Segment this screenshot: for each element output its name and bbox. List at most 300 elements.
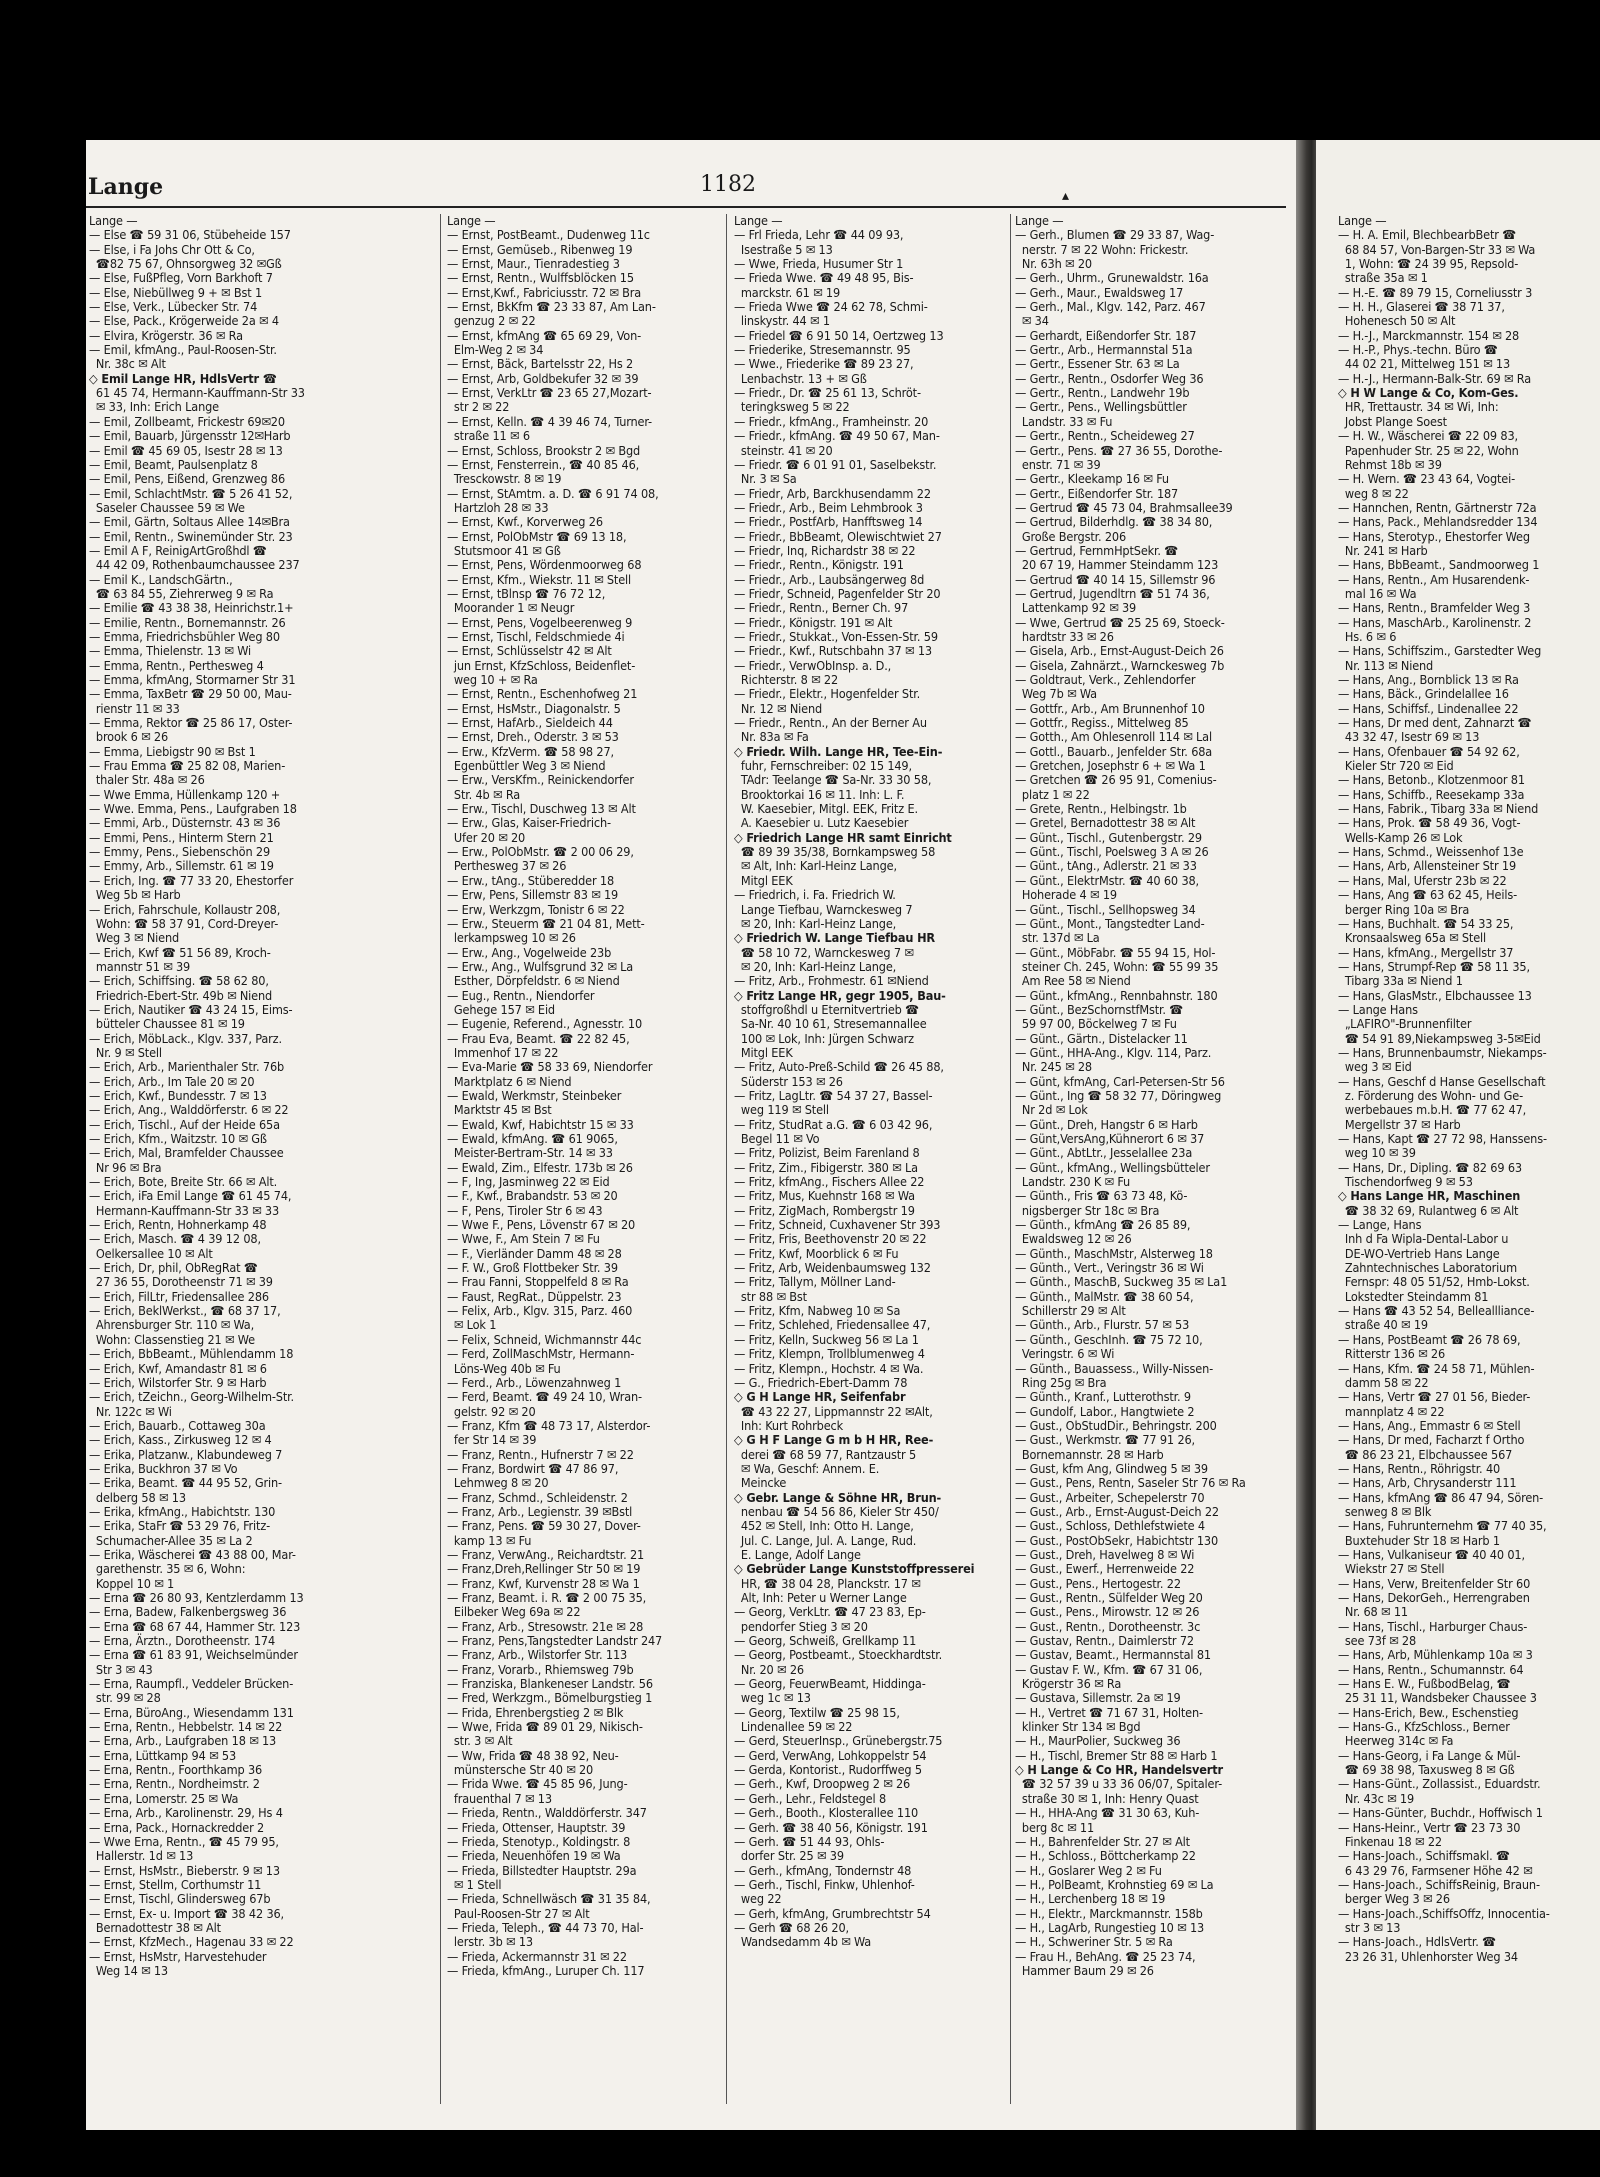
directory-entry: weg 3 ✉ Eid [1338,1059,1412,1075]
directory-entry: ◇ Friedrich Lange HR samt Einricht [734,829,952,845]
directory-entry: — H., Goslarer Weg 2 ✉ Fu [1015,1862,1162,1878]
directory-entry: 44 42 09, Rothenbaumchaussee 237 [89,557,300,573]
directory-entry: — Ernst, KfzMech., Hagenau 33 ✉ 22 [89,1934,294,1950]
directory-entry: — Gust., Pens, Rentn, Saseler Str 76 ✉ Ra [1015,1475,1246,1491]
directory-entry: — Friedr., Rentn., An der Berner Au [734,715,927,731]
directory-entry: ✉ Alt, Inh: Karl-Heinz Lange, [734,858,897,874]
directory-entry: — Emil, Gärtn, Soltaus Allee 14✉Bra [89,514,290,530]
directory-entry: — Erna ☎ 61 83 91, Weichselmünder [89,1647,298,1663]
directory-entry: steiner Ch. 245, Wohn: ☎ 55 99 35 [1015,958,1219,974]
directory-entry: — Georg, Schweiß, Grellkamp 11 [734,1633,917,1649]
directory-entry: — Ernst, Bäck, Bartelsstr 22, Hs 2 [447,356,634,372]
directory-entry: — Günt., BezSchornstfMstr. ☎ [1015,1001,1184,1017]
directory-entry: — Fritz, Kwf, Moorblick 6 ✉ Fu [734,1245,899,1261]
directory-entry: — Franz, Rentn., Hufnerstr 7 ✉ 22 [447,1446,634,1462]
directory-entry: Hoherade 4 ✉ 19 [1015,887,1117,903]
directory-entry: — Erna, Ärztn., Dorotheenstr. 174 [89,1633,276,1649]
directory-entry: Isestraße 5 ✉ 13 [734,241,833,257]
directory-entry: — Fritz, StudRat a.G. ☎ 6 03 42 96, [734,1116,933,1132]
directory-entry: — Erna, Badew, Falkenbergsweg 36 [89,1604,287,1620]
directory-entry: — Erna, Lomerstr. 25 ✉ Wa [89,1790,239,1806]
directory-entry: str 2 ✉ 22 [447,399,510,415]
directory-entry: — Gottfr., Arb., Am Brunnenhof 10 [1015,700,1205,716]
directory-entry: — Hans, Bäck., Grindelallee 16 [1338,686,1509,702]
directory-entry: — Georg, Textilw ☎ 25 98 15, [734,1704,900,1720]
directory-entry: Wohn: ☎ 58 37 91, Cord-Dreyer- [89,915,279,931]
directory-entry: Wiekstr 27 ✉ Stell [1338,1561,1445,1577]
directory-entry: Oelkersallee 10 ✉ Alt [89,1245,213,1261]
directory-entry: nenbau ☎ 54 56 86, Kieler Str 450/ [734,1503,939,1519]
directory-entry: — Erich, BbBeamt., Mühlendamm 18 [89,1346,294,1362]
directory-entry: — Hans, kfmAng ☎ 86 47 94, Sören- [1338,1489,1544,1505]
directory-entry: — Ernst, Schlüsselstr 42 ✉ Alt [447,643,612,659]
directory-entry: — Hans, Dr med dent, Zahnarzt ☎ [1338,715,1532,731]
directory-entry: — Erika, Platzanw., Klabundeweg 7 [89,1446,283,1462]
directory-entry: Lenbachstr. 13 + ✉ Gß [734,370,867,386]
directory-entry: — Else ☎ 59 31 06, Stübeheide 157 [89,227,291,243]
directory-entry: Mergellstr 37 ✉ Harb [1338,1116,1461,1132]
directory-entry: — Emil, Beamt, Paulsenplatz 8 [89,456,258,472]
directory-entry: Wells-Kamp 26 ✉ Lok [1338,829,1463,845]
directory-entry: — H., Lerchenberg 18 ✉ 19 [1015,1891,1166,1907]
directory-entry: Lange Tiefbau, Warnckesweg 7 [734,901,913,917]
directory-entry: — Gust., PostObSekr, Habichtstr 130 [1015,1532,1219,1548]
directory-entry: — Friedr, Inq, Richardstr 38 ✉ 22 [734,542,916,558]
directory-entry: — Frida, Ehrenbergstieg 2 ✉ Blk [447,1704,624,1720]
directory-entry: Nr. 12 ✉ Niend [734,700,823,716]
directory-entry: — Ewald, Kwf, Habichtstr 15 ✉ 33 [447,1116,634,1132]
directory-entry: 44 02 21, Mittelweg 151 ✉ 13 [1338,356,1511,372]
directory-entry: — Frieda, Teleph., ☎ 44 73 70, Hal- [447,1919,644,1935]
directory-entry: — Goldtraut, Verk., Zehlendorfer [1015,672,1196,687]
directory-entry: weg 22 [734,1891,782,1907]
directory-entry: — H., HHA-Ang ☎ 31 30 63, Kuh- [1015,1805,1200,1821]
directory-entry: Hammer Baum 29 ✉ 26 [1015,1962,1154,1978]
directory-entry: Tischendorfweg 9 ✉ 53 [1338,1174,1473,1190]
directory-entry: — Erw., KfzVerm. ☎ 58 98 27, [447,743,614,759]
directory-entry: — Hans-Erich, Bew., Eschenstieg [1338,1704,1519,1720]
directory-entry: — Franz, Arb., Wilstorfer Str. 113 [447,1647,628,1663]
directory-entry: ☎ 32 57 39 u 33 36 06/07, Spitaler- [1015,1776,1223,1792]
directory-entry: — Günt., Tischl., Gutenbergstr. 29 [1015,829,1202,845]
directory-entry: — Fritz, Zim., Fibigerstr. 380 ✉ La [734,1159,918,1175]
directory-entry: — Ernst, kfmAng ☎ 65 69 29, Von- [447,327,642,343]
directory-entry: garethenstr. 35 ✉ 6, Wohn: [89,1561,246,1577]
directory-entry: — Erw, Werkzgm, Tonistr 6 ✉ 22 [447,901,625,917]
directory-entry: ◇ Friedrich W. Lange Tiefbau HR [734,930,935,946]
directory-entry: — Ernst, VerkLtr ☎ 23 65 27,Mozart- [447,385,652,401]
directory-entry: — H. Wern. ☎ 23 43 64, Vogtei- [1338,471,1516,487]
directory-entry: — Gertrud ☎ 45 73 04, Brahmsallee39 [1015,499,1233,515]
directory-entry: Ritterstr 136 ✉ 26 [1338,1346,1446,1362]
directory-entry: — Elvira, Krögerstr. 36 ✉ Ra [89,327,243,343]
directory-entry: — Hans, Vertr ☎ 27 01 56, Bieder- [1338,1389,1531,1405]
directory-entry: — Gerh., Blumen ☎ 29 33 87, Wag- [1015,227,1215,243]
directory-entry: — Friedr. ☎ 6 01 91 01, Saselbekstr. [734,456,937,472]
directory-entry: — Gertrud, FernmHptSekr. ☎ [1015,542,1179,558]
directory-entry: — Hans, GlasMstr., Elbchaussee 13 [1338,987,1532,1003]
directory-entry: — Ernst, Ex- u. Import ☎ 38 42 36, [89,1905,285,1921]
directory-column-5 [1338,214,1600,1964]
directory-entry: — Ernst, Stellm, Corthumstr 11 [89,1876,262,1892]
directory-entry: — Hans, Arb, Allensteiner Str 19 [1338,858,1517,874]
directory-entry: str 88 ✉ Bst [734,1288,807,1304]
directory-entry: Fernspr: 48 05 51/52, Hmb-Lokst. [1338,1274,1530,1290]
directory-entry: — H., Tischl, Bremer Str 88 ✉ Harb 1 [1015,1747,1218,1763]
directory-entry: Paul-Roosen-Str 27 ✉ Alt [447,1905,590,1921]
directory-entry: — Erich, Bote, Breite Str. 66 ✉ Alt. [89,1174,278,1190]
directory-entry: — Gust., Schloss, Dethlefstwiete 4 [1015,1518,1205,1534]
directory-entry: — Hannchen, Rentn, Gärtnerstr 72a [1338,499,1537,515]
directory-entry: Richterstr. 8 ✉ 22 [734,672,839,687]
directory-entry: — Emmy, Pens., Siebenschön 29 [89,844,271,860]
directory-entry: Mitgl EEK [734,872,793,888]
directory-entry: Wohn: Classenstieg 21 ✉ We [89,1331,255,1347]
directory-entry: Stutsmoor 41 ✉ Gß [447,542,561,558]
directory-entry: — Ernst, PostBeamt., Dudenweg 11c [447,227,650,243]
directory-entry: Weg 14 ✉ 13 [89,1962,168,1978]
directory-entry: — Emil ☎ 45 69 05, Isestr 28 ✉ 13 [89,442,283,458]
directory-entry: — Ernst, Gemüseb., Ribenweg 19 [447,241,633,257]
directory-entry: — Eug., Rentn., Niendorfer [447,987,595,1003]
directory-entry: Bornemannstr. 28 ✉ Harb [1015,1446,1164,1462]
directory-entry: Weg 5b ✉ Harb [89,887,181,903]
directory-entry: Kronsaalsweg 65a ✉ Stell [1338,930,1487,946]
directory-entry: — Franz, Bordwirt ☎ 47 86 97, [447,1460,619,1476]
directory-entry: — Ernst, Pens, Vogelbeerenweg 9 [447,614,633,630]
directory-entry: — Friedrich, i. Fa. Friedrich W. [734,887,896,903]
directory-entry: — Hans, Dr med, Facharzt f Ortho [1338,1432,1525,1448]
directory-entry: — F, Pens, Tiroler Str 6 ✉ 43 [447,1202,603,1218]
directory-entry: — Günt., MöbFabr. ☎ 55 94 15, Hol- [1015,944,1216,960]
directory-entry: Lokstedter Steindamm 81 [1338,1288,1489,1304]
directory-entry: Egenbüttler Weg 3 ✉ Niend [447,758,606,774]
directory-entry: — Lange, Hans [1338,1217,1422,1233]
directory-entry: — Günth., Kranf., Lutterothstr. 9 [1015,1389,1191,1405]
directory-entry: Immenhof 17 ✉ 22 [447,1044,559,1060]
directory-entry: — Günth., Vert., Veringstr 36 ✉ Wi [1015,1260,1204,1276]
directory-entry: — Hans E. W., FußbodBelag, ☎ [1338,1676,1511,1692]
directory-entry: Weg 3 ✉ Niend [89,930,180,946]
directory-entry: 27 36 55, Dorotheenstr 71 ✉ 39 [89,1274,273,1290]
directory-entry: — Ernst, StAmtm. a. D. ☎ 6 91 74 08, [447,485,659,501]
directory-entry: — Fritz, Tallym, Möllner Land- [734,1274,896,1290]
directory-entry: — Fritz, Polizist, Beim Farenland 8 [734,1145,920,1161]
directory-column-4 [1015,214,1295,1978]
directory-entry: — Wwe, Frida ☎ 89 01 29, Nikisch- [447,1719,643,1735]
directory-entry: — Gerh., Uhrm., Grunewaldstr. 16a [1015,270,1209,286]
directory-entry: — Hans, Schiffszim., Garstedter Weg [1338,643,1542,659]
directory-entry: fer Str 14 ✉ 39 [447,1432,537,1448]
directory-entry: — Emmi, Arb., Düsternstr. 43 ✉ 36 [89,815,281,831]
directory-entry: — Hans, Verw, Breitenfelder Str 60 [1338,1575,1531,1591]
directory-entry: — Gertr., Arb., Hermannstal 51a [1015,342,1193,358]
directory-entry: — Fritz, Kelln, Suckweg 56 ✉ La 1 [734,1331,919,1347]
directory-entry: — Erich, Schiffsing. ☎ 58 62 80, [89,973,269,989]
directory-entry: — Ernst, HsMstr., Diagonalstr. 5 [447,700,621,716]
directory-entry: — Hans, DekorGeh., Herrengraben [1338,1590,1530,1605]
directory-entry: — Hans, Rentn., Bramfelder Weg 3 [1338,600,1531,616]
directory-entry: — Ewald, Werkmstr, Steinbeker [447,1087,622,1103]
directory-entry: — Ewald, kfmAng. ☎ 61 9065, [447,1131,618,1146]
directory-entry: — Hans, Ang ☎ 63 62 45, Heils- [1338,887,1518,903]
directory-entry: Rehmst 18b ✉ 39 [1338,456,1442,472]
directory-entry: 6 43 29 76, Farmsener Höhe 42 ✉ [1338,1862,1533,1878]
directory-entry: Elm-Weg 2 ✉ 34 [447,342,544,358]
directory-entry: 452 ✉ Stell, Inh: Otto H. Lange, [734,1518,914,1534]
directory-entry: — Gerh., kfmAng, Tondernstr 48 [734,1862,912,1878]
directory-entry: Nr 96 ✉ Bra [89,1159,162,1175]
directory-entry: — Frau H., BehAng. ☎ 25 23 74, [1015,1948,1196,1964]
ornament-icon: ▴ [1062,188,1070,204]
directory-entry: Hs. 6 ✉ 6 [1338,628,1397,644]
directory-entry: rienstr 11 ✉ 33 [89,700,180,716]
directory-entry: — Fritz, Kfm, Nabweg 10 ✉ Sa [734,1303,901,1319]
directory-entry: ◇ Gebrüder Lange Kunststoffpresserei [734,1561,975,1577]
directory-entry: — Wwe, F., Am Stein 7 ✉ Fu [447,1231,600,1247]
directory-entry: — Günt., AbtLtr., Jesselallee 23a [1015,1145,1193,1161]
directory-entry: platz 1 ✉ 22 [1015,786,1090,802]
directory-entry: — Gerhardt, Eißendorfer Str. 187 [1015,327,1197,343]
directory-entry: — Erich, Bauarb., Cottaweg 30a [89,1417,266,1433]
directory-entry: Lange — [1015,214,1064,228]
directory-entry: — Frau Eva, Beamt. ☎ 22 82 45, [447,1030,630,1046]
directory-entry: — Gerh., Tischl, Finkw, Uhlenhof- [734,1876,915,1892]
directory-entry: — Ernst, Schloss, Brookstr 2 ✉ Bgd [447,442,641,458]
directory-entry: frauenthal 7 ✉ 13 [447,1790,552,1806]
directory-entry: straße 40 ✉ 19 [1338,1317,1428,1333]
directory-entry: — Emmi, Pens., Hinterm Stern 21 [89,829,274,845]
directory-entry: — Franz, Kwf, Kurvenstr 28 ✉ Wa 1 [447,1575,640,1591]
directory-entry: pendorfer Stieg 3 ✉ 20 [734,1618,868,1634]
directory-entry: — Erich, Rentn, Hohnerkamp 48 [89,1217,267,1233]
directory-entry: W. Kaesebier, Mitgl. EEK, Fritz E. [734,801,918,817]
directory-entry: — Gundolf, Labor., Hangtwiete 2 [1015,1403,1195,1419]
directory-entry: ◇ Friedr. Wilh. Lange HR, Tee-Ein- [734,743,943,759]
column-divider [1010,214,1011,2104]
directory-entry: — Erich, Ing. ☎ 77 33 20, Ehestorfer [89,872,294,888]
directory-entry: Tresckowstr. 8 ✉ 19 [447,471,562,487]
directory-entry: — Felix, Schneid, Wichmannstr 44c [447,1331,642,1347]
directory-entry: — Hans, Dr., Dipling. ☎ 82 69 63 [1338,1159,1522,1175]
directory-entry: Lehmweg 8 ✉ 20 [447,1475,549,1491]
directory-entry: — Hans, Rentn., Am Husarendenk- [1338,571,1530,587]
directory-entry: — Gertrud, Bilderhdlg. ☎ 38 34 80, [1015,514,1213,530]
directory-entry: — Ernst, Fensterrein., ☎ 40 85 46, [447,456,640,472]
directory-entry: — Lange Hans [1338,1001,1418,1017]
directory-entry: Tibarg 33a ✉ Niend 1 [1338,973,1463,989]
directory-entry: — Günth., MaschB, Suckweg 35 ✉ La1 [1015,1274,1228,1290]
column-divider [726,214,727,2104]
directory-entry: — Hans, Sterotyp., Ehestorfer Weg [1338,528,1530,544]
directory-entry: — Erich, Kwf., Bundesstr. 7 ✉ 13 [89,1087,267,1103]
directory-entry: Koppel 10 ✉ 1 [89,1575,175,1591]
directory-entry: — Hans-Günter, Buchdr., Hoffwisch 1 [1338,1805,1543,1821]
directory-entry: — Ernst, HsMstr., Bieberstr. 9 ✉ 13 [89,1862,280,1878]
directory-entry: — Wwe. Emma, Pens., Laufgraben 18 [89,801,297,817]
directory-entry: — Friedr, Schneid, Pagenfelder Str 20 [734,585,941,601]
directory-entry: — Emilie, Rentn., Bornemannstr. 26 [89,614,286,630]
directory-entry: ☎82 75 67, Ohnsorgweg 32 ✉Gß [89,256,282,272]
directory-entry: ◇ G H Lange HR, Seifenfabr [734,1389,906,1405]
directory-entry: Krögerstr 36 ✉ Ra [1015,1676,1122,1692]
directory-entry: — Gisela, Arb., Ernst-August-Deich 26 [1015,643,1224,659]
directory-entry: Landstr. 230 K ✉ Fu [1015,1174,1131,1190]
directory-entry: Löns-Weg 40b ✉ Fu [447,1360,561,1376]
directory-entry: — Erw., PolObMstr. ☎ 2 00 06 29, [447,844,634,860]
directory-entry: — Wwe Erna, Rentn., ☎ 45 79 95, [89,1833,279,1849]
directory-entry: — Gust., Pens., Mirowstr. 12 ✉ 26 [1015,1604,1200,1620]
directory-entry: — Günt., Gärtn., Distelacker 11 [1015,1030,1188,1046]
directory-entry: — G., Friedrich-Ebert-Damm 78 [734,1374,908,1390]
directory-entry: Mitgl EEK [734,1044,793,1060]
directory-entry: — Gottl., Bauarb., Jenfelder Str. 68a [1015,743,1213,759]
directory-entry: — Friedr., Königstr. 191 ✉ Alt [734,614,893,630]
directory-entry: — Hans, Buchhalt. ☎ 54 33 25, [1338,915,1514,931]
directory-entry: 1, Wohn: ☎ 24 39 95, Repsold- [1338,256,1519,272]
directory-entry: — Günt., tAng., Adlerstr. 21 ✉ 33 [1015,858,1197,874]
directory-entry: — Günth., Fris ☎ 63 73 48, Kö- [1015,1188,1188,1204]
directory-entry: Saseler Chaussee 59 ✉ We [89,499,245,515]
directory-entry: — Frau Fanni, Stoppelfeld 8 ✉ Ra [447,1274,629,1290]
directory-entry: gelstr. 92 ✉ 20 [447,1403,536,1419]
directory-entry: — H., Bahrenfelder Str. 27 ✉ Alt [1015,1833,1190,1849]
directory-entry: — Hans, Ofenbauer ☎ 54 92 62, [1338,743,1520,759]
directory-entry: — Gust., Werkmstr. ☎ 77 91 26, [1015,1432,1196,1448]
directory-entry: — Günt, kfmAng, Carl-Petersen-Str 56 [1015,1073,1225,1089]
directory-entry: — Erw, Pens, Sillemstr 83 ✉ 19 [447,887,619,903]
directory-entry: — Franz, Schmd., Schleidenstr. 2 [447,1489,628,1505]
directory-entry: weg 10 ✉ 39 [1338,1145,1416,1161]
directory-entry: — Frieda, kfmAng., Luruper Ch. 117 [447,1962,645,1978]
directory-entry: — Gerh., Kwf, Droopweg 2 ✉ 26 [734,1776,911,1792]
directory-entry: — Günt., Mont., Tangstedter Land- [1015,915,1205,931]
directory-entry: Ufer 20 ✉ 20 [447,829,526,845]
directory-entry: — Else, Pack., Krögerweide 2a ✉ 4 [89,313,279,329]
directory-entry: 100 ✉ Lok, Inh: Jürgen Schwarz [734,1030,914,1046]
directory-entry: — Hans-Heinr., Vertr ☎ 23 73 30 [1338,1819,1521,1835]
directory-entry: Finkenau 18 ✉ 22 [1338,1833,1442,1849]
directory-entry: — Gust, kfm Ang, Glindweg 5 ✉ 39 [1015,1460,1208,1476]
directory-entry: — Friedr., kfmAng. ☎ 49 50 67, Man- [734,428,940,444]
directory-entry: brook 6 ✉ 26 [89,729,168,745]
directory-entry: — Erw., Ang., Vogelweide 23b [447,944,612,960]
directory-entry: dorfer Str. 25 ✉ 39 [734,1848,844,1864]
directory-entry: Meincke [734,1475,787,1491]
directory-entry: Nr. 3 ✉ Sa [734,471,797,487]
directory-entry: Alt, Inh: Peter u Werner Lange [734,1590,907,1605]
directory-entry: — Friedr., Elektr., Hogenfelder Str. [734,686,921,702]
directory-entry: — Friedr., Rentn., Berner Ch. 97 [734,600,909,616]
directory-entry: ◇ Emil Lange HR, HdlsVertr ☎ [89,370,277,386]
directory-entry: — Friedel ☎ 6 91 50 14, Oertzweg 13 [734,327,944,343]
directory-entry: Nr. 68 ✉ 11 [1338,1604,1408,1620]
directory-entry: — Emmy, Arb., Sillemstr. 61 ✉ 19 [89,858,274,874]
directory-entry: Lattenkamp 92 ✉ 39 [1015,600,1137,616]
directory-entry: — Ernst, HsMstr, Harvestehuder [89,1948,267,1964]
directory-entry: — Gustava, Sillemstr. 2a ✉ 19 [1015,1690,1181,1706]
directory-entry: see 73f ✉ 28 [1338,1633,1417,1649]
directory-entry: Kieler Str 720 ✉ Eid [1338,758,1454,774]
directory-entry: Nr. 83a ✉ Fa [734,729,809,745]
directory-entry: str 3 ✉ 13 [1338,1919,1401,1935]
directory-entry: — Ferd., Arb., Löwenzahnweg 1 [447,1374,622,1390]
directory-entry: weg 8 ✉ 22 [1338,485,1409,501]
directory-entry: ◇ H Lange & Co HR, Handelsvertr [1015,1762,1223,1778]
directory-entry: kamp 13 ✉ Fu [447,1532,532,1548]
directory-entry: — Emma, Friedrichsbühler Weg 80 [89,628,280,644]
directory-entry: — Günth., Arb., Flurstr. 57 ✉ 53 [1015,1317,1190,1333]
directory-entry: ☎ 38 32 69, Rulantweg 6 ✉ Alt [1338,1202,1519,1218]
directory-entry: — Hans, Schiffsf., Lindenallee 22 [1338,700,1519,716]
directory-entry: Jobst Plange Soest [1338,413,1447,429]
directory-entry: — Friedr., Dr. ☎ 25 61 13, Schröt- [734,385,921,401]
directory-entry: münstersche Str 40 ✉ 20 [447,1762,594,1778]
directory-entry: — Erich, Mal, Bramfelder Chaussee [89,1145,284,1161]
directory-entry: — Emil, Bauarb, Jürgensstr 12✉Harb [89,428,291,444]
directory-entry: stoffgroßhdl u Eternitvertrieb ☎ [734,1001,920,1017]
directory-entry: — Emil, SchlachtMstr. ☎ 5 26 41 52, [89,485,293,501]
directory-entry: — Wwe., Friederike ☎ 89 23 27, [734,356,914,372]
directory-entry: — Fritz, kfmAng., Fischers Allee 22 [734,1174,925,1190]
directory-entry: — Gertrud ☎ 40 14 15, Sillemstr 96 [1015,571,1216,587]
directory-entry: — Franz, Arb., Legienstr. 39 ✉Bstl [447,1503,633,1519]
directory-entry: ☎ 54 91 89,Niekampsweg 3-5✉Eid [1338,1030,1541,1046]
directory-entry: — Else, Verk., Lübecker Str. 74 [89,299,258,315]
directory-entry: — Emma, Rektor ☎ 25 86 17, Oster- [89,715,293,731]
directory-entry: Moorander 1 ✉ Neugr [447,600,575,616]
directory-entry: — Gust., Arbeiter, Schepelerstr 70 [1015,1489,1205,1505]
directory-entry: Begel 11 ✉ Vo [734,1131,820,1146]
directory-entry: str. 137d ✉ La [1015,930,1100,946]
directory-entry: 61 45 74, Hermann-Kauffmann-Str 33 [89,385,305,401]
directory-entry: ✉ 34 [1015,313,1049,329]
directory-entry: — Hans, Rentn., Schumannstr. 64 [1338,1661,1524,1677]
directory-entry: — Frieda, Ottenser, Hauptstr. 39 [447,1819,626,1835]
directory-entry: — Gust., Arb., Ernst-August-Deich 22 [1015,1503,1219,1519]
directory-entry: — Erw., VersKfm., Reinickendorfer [447,772,634,788]
directory-entry: — Erich, Dr, phil, ObRegRat ☎ [89,1260,258,1276]
directory-entry: — Hans, Rentn., Röhrigstr. 40 [1338,1460,1501,1476]
directory-entry: Nr. 38c ✉ Alt [89,356,166,372]
directory-entry: — Friederike, Stresemannstr. 95 [734,342,911,358]
directory-entry: berg 8c ✉ 11 [1015,1819,1095,1835]
directory-entry: — Frieda, Billstedter Hauptstr. 29a [447,1862,637,1878]
directory-entry: — Frau Emma ☎ 25 82 08, Marien- [89,758,286,774]
directory-entry: — Günt., kfmAng., Rennbahnstr. 180 [1015,987,1218,1003]
directory-entry: ◇ Fritz Lange HR, gegr 1905, Bau- [734,987,946,1003]
directory-entry: — Erich, BeklWerkst., ☎ 68 37 17, [89,1303,281,1319]
directory-entry: — H., Schweriner Str. 5 ✉ Ra [1015,1934,1173,1950]
directory-entry: — H. W., Wäscherei ☎ 22 09 83, [1338,428,1518,444]
directory-entry: — Ernst, Kwf., Korverweg 26 [447,514,603,530]
directory-entry: Hohenesch 50 ✉ Alt [1338,313,1456,329]
directory-entry: — Frieda, Stenotyp., Koldingstr. 8 [447,1833,631,1849]
directory-entry: Heerweg 314c ✉ Fa [1338,1733,1454,1749]
directory-entry: — Wwe, Gertrud ☎ 25 25 69, Stoeck- [1015,614,1225,630]
directory-entry: — Frieda, Ackermannstr 31 ✉ 22 [447,1948,627,1964]
directory-entry: Hartzloh 28 ✉ 33 [447,499,549,515]
directory-entry: — Wwe F., Pens, Lövenstr 67 ✉ 20 [447,1217,636,1233]
directory-entry: ✉ 20, Inh: Karl-Heinz Lange, [734,958,897,974]
directory-entry: — Else, Niebüllweg 9 + ✉ Bst 1 [89,284,263,300]
directory-entry: ◇ Hans Lange HR, Maschinen [1338,1188,1521,1204]
directory-entry: — Günth., MaschMstr, Alsterweg 18 [1015,1245,1213,1261]
directory-entry: jun Ernst, KfzSchloss, Beidenflet- [447,657,636,673]
directory-entry: — Gertr., Essener Str. 63 ✉ La [1015,356,1180,372]
directory-entry: — Georg, FeuerwBeamt, Hiddinga- [734,1676,926,1692]
directory-entry: — Emma, TaxBetr ☎ 29 50 00, Mau- [89,686,292,702]
